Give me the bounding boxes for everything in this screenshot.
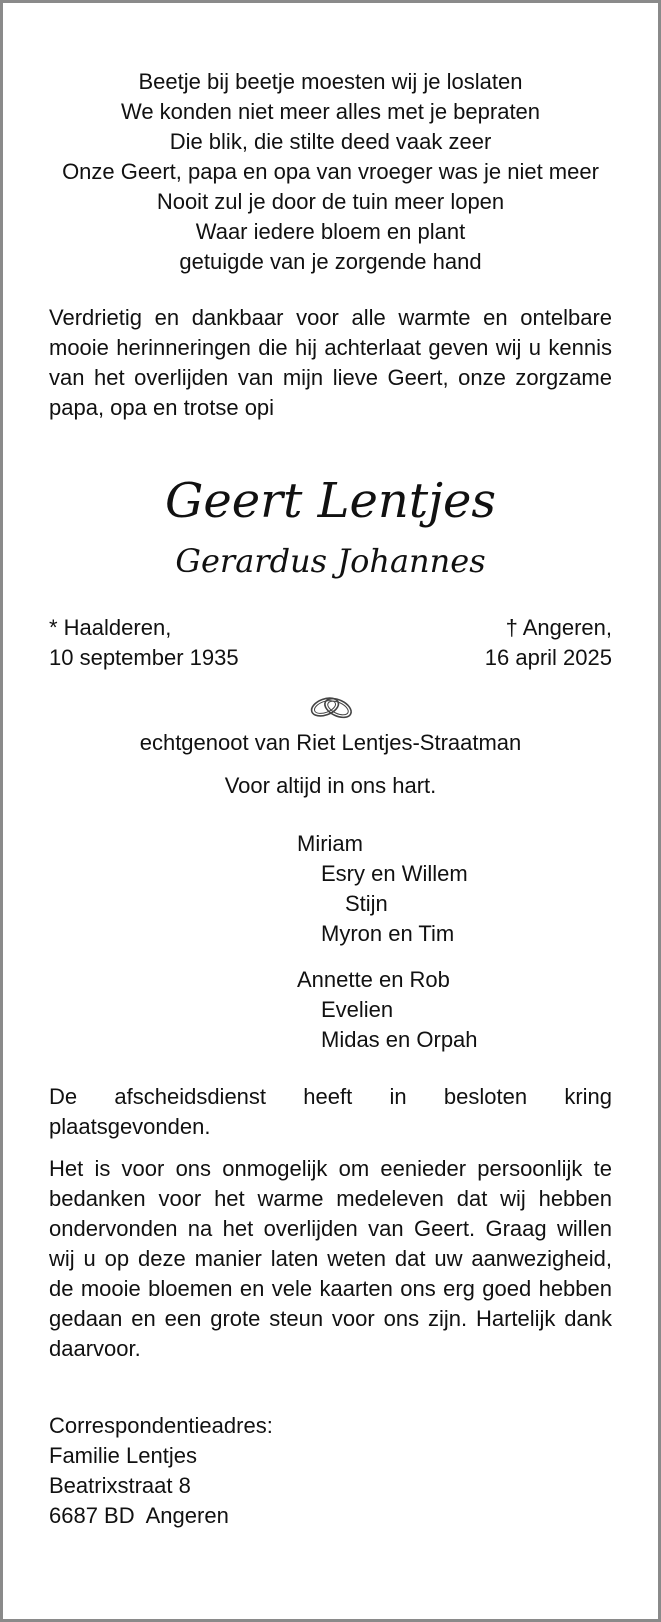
service-paragraph: De afscheidsdienst heeft in besloten kring plaatsgevonden.	[49, 1084, 612, 1139]
birth-place: * Haalderen,	[49, 615, 172, 640]
family-member: Myron en Tim	[321, 921, 455, 946]
death-place: † Angeren,	[505, 615, 612, 640]
address-line: 6687 BD Angeren	[49, 1503, 229, 1528]
family-group-1	[297, 829, 468, 949]
birth-info	[49, 613, 239, 673]
birth-date: 10 september 1935	[49, 645, 239, 670]
family-member: Midas en Orpah	[321, 1027, 478, 1052]
poem-line: Onze Geert, papa en opa van vroeger was je niet meer	[62, 159, 599, 184]
given-names: Gerardus Johannes	[175, 542, 486, 580]
family-member: Annette en Rob	[297, 967, 450, 992]
family-member: Miriam	[297, 831, 363, 856]
poem-line: getuigde van je zorgende hand	[179, 249, 482, 274]
poem-line: Die blik, die stilte deed vaak zeer	[169, 129, 492, 154]
address-label: Correspondentieadres:	[49, 1413, 273, 1438]
poem-line: Waar iedere bloem en plant	[195, 219, 466, 244]
address-line: Beatrixstraat 8	[49, 1473, 191, 1498]
poem-line: We konden niet meer alles met je bepraten	[120, 99, 541, 124]
family-member: Evelien	[321, 997, 394, 1022]
family-member: Stijn	[345, 891, 388, 916]
poem	[33, 67, 628, 277]
wedding-rings-icon	[307, 693, 357, 721]
correspondence-address	[49, 1411, 273, 1531]
family-member: Esry en Willem	[321, 861, 468, 886]
thanks-paragraph: Het is voor ons onmogelijk om eenieder persoonlijk te bedanken voor het warme medeleven dat wij hebben ondervonden na het overlijden van Geert. Graag willen wij u op deze manier laten weten dat uw aanwezigheid, de mooie bloemen en vele kaarten ons erg goed hebben gedaan en een grote steun voor ons zijn. Hartelijk dank daarvoor.	[49, 1156, 612, 1361]
poem-line: Nooit zul je door de tuin meer lopen	[156, 189, 505, 214]
death-info	[485, 613, 612, 673]
poem-line: Beetje bij beetje moesten wij je loslaten	[138, 69, 523, 94]
spouse-line: echtgenoot van Riet Lentjes-Straatman	[139, 730, 522, 755]
motto-line: Voor altijd in ons hart.	[224, 773, 437, 798]
address-line: Familie Lentjes	[49, 1443, 197, 1468]
deceased-name: Geert Lentjes	[164, 473, 497, 529]
family-group-2	[297, 965, 478, 1055]
life-dates	[49, 613, 612, 677]
intro-paragraph: Verdrietig en dankbaar voor alle warmte en ontelbare mooie herinneringen die hij achterlaat geven wij u kennis van het overlijden van mijn lieve Geert, onze zorgzame papa, opa en trotse opi	[49, 305, 612, 420]
death-date: 16 april 2025	[484, 645, 612, 670]
